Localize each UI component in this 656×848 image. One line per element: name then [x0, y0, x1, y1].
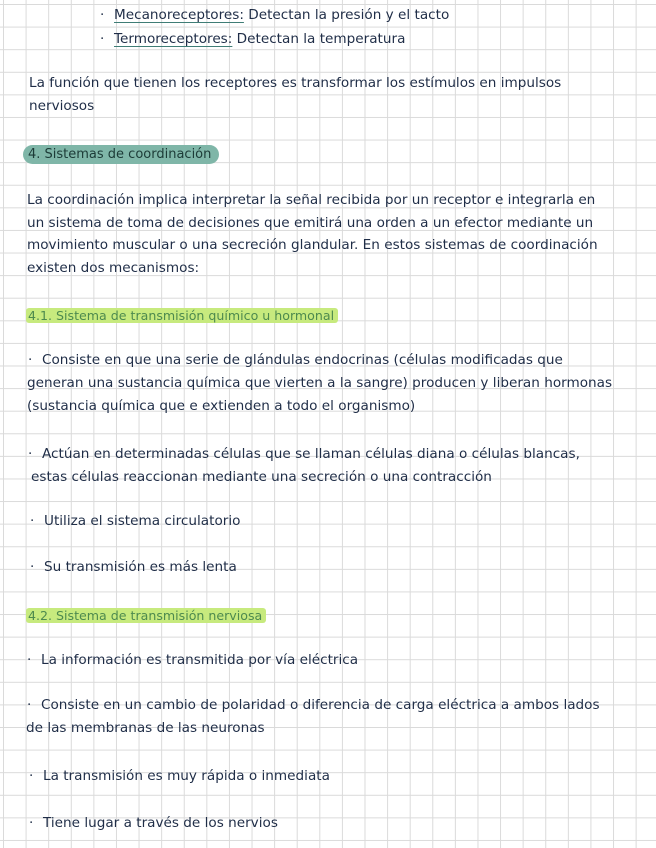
list-item	[100, 30, 405, 48]
list-item	[27, 696, 600, 714]
bullet: ·	[28, 446, 33, 462]
list-item-text: Su transmisión es más lenta	[44, 559, 237, 575]
bullet: ·	[100, 7, 105, 23]
paragraph-line: un sistema de toma de decisiones que emitirá una orden a un efector mediante un	[27, 215, 594, 231]
list-item-continuation: de las membranas de las neuronas	[26, 720, 265, 736]
bullet: ·	[30, 559, 35, 575]
list-item-text: Consiste en un cambio de polaridad o diferencia de carga eléctrica a ambos lados	[41, 697, 600, 713]
list-item-text: Actúan en determinadas células que se llaman células diana o células blancas,	[42, 446, 580, 462]
term: Mecanoreceptores:	[114, 7, 244, 23]
subsection-heading: 4.2. Sistema de transmisión nerviosa	[26, 608, 266, 623]
bullet: ·	[100, 31, 105, 47]
list-item	[28, 351, 563, 369]
list-item-text: Consiste en que una serie de glándulas endocrinas (células modificadas que	[42, 352, 563, 368]
list-item	[100, 6, 449, 24]
bullet: ·	[30, 513, 35, 529]
list-item-text: Utiliza el sistema circulatorio	[44, 513, 241, 529]
list-item-continuation: (sustancia química que e extienden a todo el organismo)	[27, 398, 416, 414]
term-description: Detectan la temperatura	[232, 31, 406, 47]
list-item	[29, 767, 330, 785]
paragraph-line: La coordinación implica interpretar la señal recibida por un receptor e integrarla en	[27, 192, 596, 208]
paragraph-line: movimiento muscular o una secreción glandular. En estos sistemas de coordinación	[27, 237, 598, 253]
list-item	[29, 814, 278, 832]
term-description: Detectan la presión y el tacto	[243, 7, 450, 23]
section-heading: 4. Sistemas de coordinación	[23, 145, 219, 164]
bullet: ·	[27, 652, 32, 668]
list-item	[27, 651, 358, 669]
bullet: ·	[29, 768, 34, 784]
paragraph-line: La función que tienen los receptores es transformar los estímulos en impulsos	[29, 75, 562, 91]
list-item-text: Tiene lugar a través de los nervios	[43, 815, 278, 831]
subsection-heading: 4.1. Sistema de transmisión químico u hormonal	[26, 308, 338, 323]
list-item-text: La transmisión es muy rápida o inmediata	[43, 768, 330, 784]
list-item-continuation: estas células reaccionan mediante una secreción o una contracción	[31, 469, 492, 485]
list-item-text: La información es transmitida por vía eléctrica	[41, 652, 359, 668]
paragraph-line: existen dos mecanismos:	[27, 260, 200, 276]
bullet: ·	[28, 352, 33, 368]
bullet: ·	[29, 815, 34, 831]
bullet: ·	[27, 697, 32, 713]
paragraph-line: nerviosos	[29, 98, 95, 114]
list-item	[30, 512, 240, 530]
list-item	[28, 445, 580, 463]
term: Termoreceptores:	[114, 31, 233, 47]
list-item	[30, 558, 237, 576]
list-item-continuation: generan una sustancia química que vierten a la sangre) producen y liberan hormonas	[27, 375, 613, 391]
